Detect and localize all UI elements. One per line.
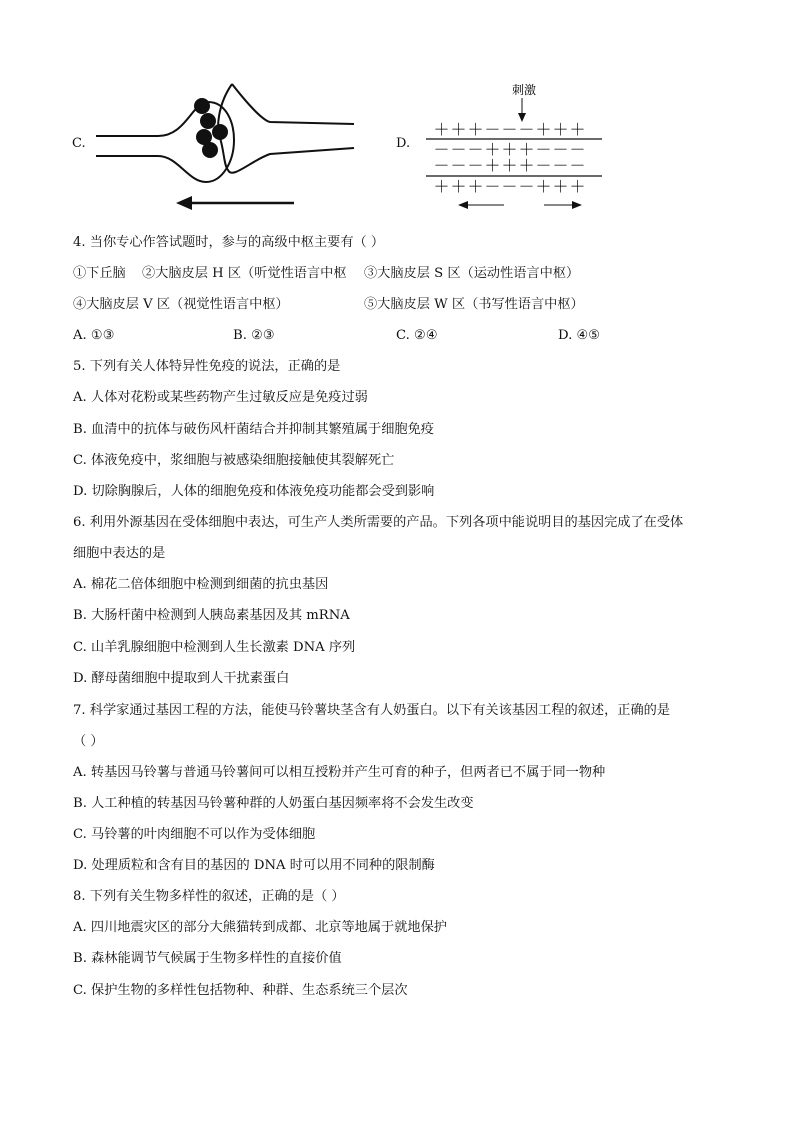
left-arrow-icon <box>458 201 468 209</box>
vesicle <box>200 113 216 129</box>
q4-choice-d: D. ④⑤ <box>558 328 601 343</box>
q4-item-5: ⑤大脑皮层 W 区（书写性语言中枢） <box>364 297 584 312</box>
synapse-diagram <box>96 80 366 210</box>
vesicle <box>202 142 218 158</box>
charge-row-inner-top: －－－＋＋＋－－－ <box>433 140 587 159</box>
q4-item-3: ③大脑皮层 S 区（运动性语言中枢） <box>364 266 580 281</box>
vesicle <box>212 124 228 140</box>
nerve-fiber-diagram <box>418 78 608 214</box>
q7-option-c: C. 马铃薯的叶肉细胞不可以作为受体细胞 <box>73 827 316 842</box>
vesicle <box>194 98 210 114</box>
charge-row-inner-bottom: －－－＋＋＋－－－ <box>433 156 587 175</box>
q4-choice-a: A. ①③ <box>73 328 115 343</box>
q7-stem-line1: 7. 科学家通过基因工程的方法，能使马铃薯块茎含有人奶蛋白。以下有关该基因工程的叙述，正确的是 <box>73 703 671 718</box>
q6-stem-line2: 细胞中表达的是 <box>73 546 166 561</box>
option-c-label: C. <box>72 136 86 151</box>
q4-item-2: ②大脑皮层 H 区（听觉性语言中枢 <box>142 266 347 281</box>
q7-stem-line2: （ ） <box>73 734 104 749</box>
q7-option-a: A. 转基因马铃薯与普通马铃薯间可以相互授粉并产生可育的种子，但两者已不属于同一物种 <box>73 765 606 780</box>
q5-stem: 5. 下列有关人体特异性免疫的说法，正确的是 <box>73 359 341 374</box>
q8-option-b: B. 森林能调节气候属于生物多样性的直接价值 <box>73 951 342 966</box>
q6-option-d: D. 酵母菌细胞中提取到人干扰素蛋白 <box>73 671 290 686</box>
q4-item-4: ④大脑皮层 V 区（视觉性语言中枢） <box>73 297 289 312</box>
q8-stem: 8. 下列有关生物多样性的叙述，正确的是（ ） <box>73 889 345 904</box>
q7-option-d: D. 处理质粒和含有目的基因的 DNA 时可以用不同种的限制酶 <box>73 858 435 873</box>
option-d-label: D. <box>396 136 411 151</box>
q7-option-b: B. 人工种植的转基因马铃薯种群的人奶蛋白基因频率将不会发生改变 <box>73 796 474 811</box>
q8-option-c: C. 保护生物的多样性包括物种、种群、生态系统三个层次 <box>73 983 408 998</box>
q4-item-1: ①下丘脑 <box>73 266 126 281</box>
q8-option-a: A. 四川地震灾区的部分大熊猫转到成都、北京等地属于就地保护 <box>73 920 447 935</box>
stimulus-label: 刺激 <box>511 83 537 97</box>
charge-row-outer-bottom: ＋＋＋－－－＋＋＋ <box>433 177 587 196</box>
charge-row-outer-top: ＋＋＋－－－＋＋＋ <box>433 120 587 139</box>
q5-option-c: C. 体液免疫中，浆细胞与被感染细胞接触使其裂解死亡 <box>73 453 395 468</box>
q4-choice-c: C. ②④ <box>396 328 438 343</box>
q5-option-b: B. 血清中的抗体与破伤风杆菌结合并抑制其繁殖属于细胞免疫 <box>73 422 434 437</box>
q4-stem: 4. 当你专心作答试题时，参与的高级中枢主要有（ ） <box>73 235 385 250</box>
q6-stem-line1: 6. 利用外源基因在受体细胞中表达，可生产人类所需要的产品。下列各项中能说明目的基因完成了在受体 <box>73 515 684 530</box>
q4-choice-b: B. ②③ <box>233 328 275 343</box>
q5-option-a: A. 人体对花粉或某些药物产生过敏反应是免疫过弱 <box>73 390 368 405</box>
q6-option-b: B. 大肠杆菌中检测到人胰岛素基因及其 mRNA <box>73 608 350 623</box>
left-arrow-icon <box>176 196 192 210</box>
q6-option-a: A. 棉花二倍体细胞中检测到细菌的抗虫基因 <box>73 577 329 592</box>
q5-option-d: D. 切除胸腺后，人体的细胞免疫和体液免疫功能都会受到影响 <box>73 484 435 499</box>
right-arrow-icon <box>572 201 582 209</box>
q6-option-c: C. 山羊乳腺细胞中检测到人生长激素 DNA 序列 <box>73 640 356 655</box>
